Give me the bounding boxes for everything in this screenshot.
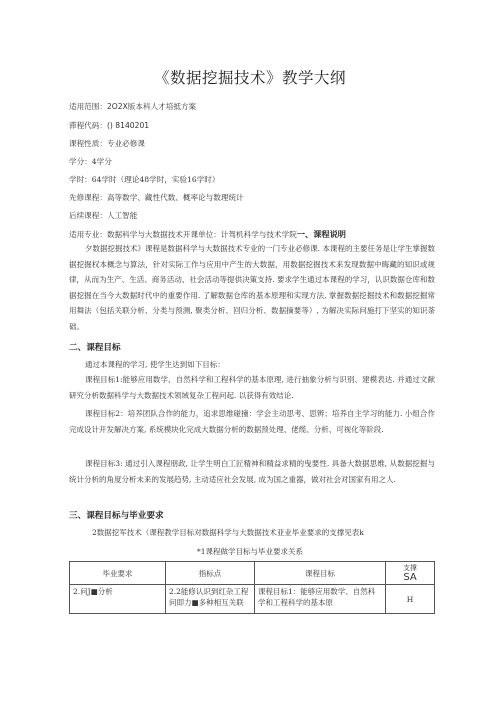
section-3-intro: 2数据挖军技术（课程教学目标对数据科学与大数据技术亚业毕业要求的支撑见表k bbox=[92, 528, 364, 537]
meta-value: 专业必修课 bbox=[106, 139, 145, 148]
requirements-table bbox=[69, 561, 435, 614]
goal-3-text: 课程目标3: 通过引入课程朋政, 让学生明白工匠精神和精益求精的曳要性. 具备大数据思维, 从数据挖掘与统计分析的角度分析未来的发展趋势, 主动适应社会发展, 成为国之重器，做对社会对国家有用之人. bbox=[69, 459, 435, 484]
meta-label: 课程性质： bbox=[69, 139, 107, 148]
meta-label: 适用范围： bbox=[69, 102, 107, 111]
meta-prerequisites bbox=[69, 193, 244, 203]
goal-1-paragraph bbox=[69, 372, 435, 403]
table-row bbox=[70, 585, 435, 614]
meta-value: 64学时（理论48学时，实验16学时） bbox=[91, 175, 220, 184]
meta-label: 学分： bbox=[69, 157, 92, 166]
meta-value: 2O2X版本科人才培抵方案 bbox=[106, 102, 197, 111]
section-heading-1: 一、课程说明 bbox=[296, 229, 346, 239]
cell-goal: 课程目标1：能够应用数学、自然科学和工程科学的基本原 bbox=[255, 585, 386, 614]
meta-hours bbox=[69, 175, 220, 185]
meta-follow-up bbox=[69, 211, 137, 221]
header-support-top: 支撑 bbox=[403, 563, 417, 572]
header-goal: 课程目标 bbox=[255, 562, 386, 585]
cell-indicator: 2.2能修认识到红杂工程问即力■多种相互关联 bbox=[166, 585, 255, 614]
header-support bbox=[386, 562, 435, 585]
meta-nature bbox=[69, 139, 145, 149]
meta-label: 滞程代码： bbox=[69, 121, 107, 130]
cell-requirement: 2.问J■分析 bbox=[70, 585, 166, 614]
meta-unit-text: 适用专业：数据科学与大数据技术开课单位：计驾机科学与技术学院 bbox=[69, 230, 297, 239]
meta-value: 人工智能 bbox=[106, 211, 138, 220]
cell-support: H bbox=[386, 585, 435, 614]
meta-label: 先修课程： bbox=[69, 193, 107, 202]
header-support-bottom: SA bbox=[403, 571, 417, 583]
section-2-intro: 通过本课程的学习, 使学生达到如下目标： bbox=[85, 360, 225, 369]
meta-credits bbox=[69, 157, 112, 167]
meta-unit-line bbox=[69, 229, 346, 240]
table-caption: *1课程做学目标与毕业要求关系 bbox=[196, 547, 304, 556]
meta-label: 学时： bbox=[69, 175, 92, 184]
goal-2-paragraph bbox=[69, 406, 435, 437]
meta-value: () 8140201 bbox=[106, 121, 150, 130]
section-heading-2: 二、课程目标 bbox=[69, 343, 121, 353]
meta-label: 后续课程： bbox=[69, 211, 107, 220]
meta-course-code bbox=[69, 121, 149, 131]
meta-value: 4学分 bbox=[91, 157, 112, 166]
section-heading-3: 三、课程目标与毕业要求 bbox=[69, 511, 164, 521]
table-header-row bbox=[70, 562, 435, 585]
header-requirement: 毕业要求 bbox=[70, 562, 166, 585]
section-1-body bbox=[69, 241, 435, 334]
goal-1-text: 课程目标1:能够应用数学、自然科学和工程科学的基本原理, 进行抽象分析与识别、建模表达. 并通过文献研究分析数据科学与大数据技术领域复杂工程问起. 以获得有效结论. bbox=[69, 375, 435, 400]
meta-value: 高等数学、藏性代数、概率论与数理统计 bbox=[106, 193, 244, 202]
header-indicator: 指标点 bbox=[166, 562, 255, 585]
goal-2-text: 课程目标2：培养团队合作的能力，追求思维碰撞：学会主动思考、思辨；培养自主学习的能力. 小组合作完成设计开发解决方案, 系统模块化完成大数据分析的数据预处理、佬缆、分析、可视化等阶段. bbox=[69, 409, 435, 434]
section-1-paragraph: 夕数据挖掘技术》课程是数据科学与大数据技术专业的一门专业必修课. 本课程的主要任务是让学生掌握数据挖掘权本概念与算法，针对实际工作与应用中产生的大数据，用数据挖掘技术来发现数据中晦藏的知识或规律，从而为生产、生活、商务活动、社会活动等提供决策支持. 要求学生通过本课程的学习，认识数据仓库和数据挖掘在当今大数据时代中的重要作用. 了解数据仓库的基本原理和实现方法, 掌握数据挖掘技术和数据挖掘常用舞法（包括关联分析、分类与预测, 聚类分析、回归分析、数据摘要等）, 为解决实际问施打下坚实的知识荼础。 bbox=[69, 244, 435, 331]
document-title: 《数据挖掘技术》教学大纲 bbox=[153, 69, 346, 87]
meta-scope bbox=[69, 102, 196, 112]
goal-3-paragraph bbox=[69, 456, 435, 487]
